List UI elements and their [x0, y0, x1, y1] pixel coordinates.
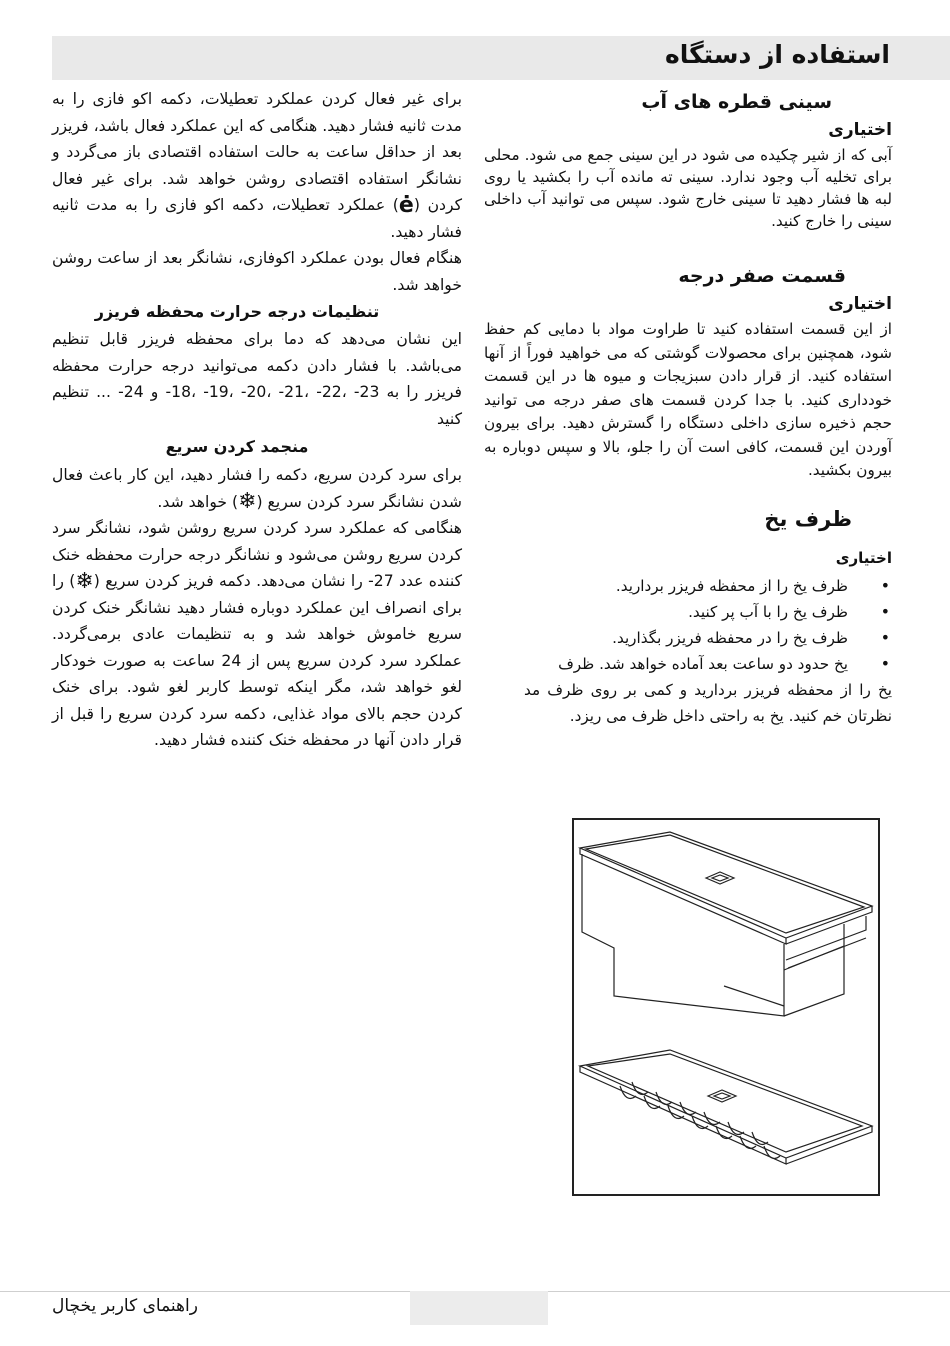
- quick-freeze-title: منجمد کردن سریع: [165, 437, 309, 456]
- list-item: • ظرف یخ را با آب پر کنید.: [484, 599, 848, 625]
- water-tray-body: آبی که از شیر چکیده می شود در این سینی جمع می شود. محلی برای تخلیه آب وجود ندارد. سینی ته مانده آب را بکشید یا روی لبه ها فشار دهید تا سینی خارج شود. سپس می توانید آب داخلی سینی را خارج کنید.: [484, 146, 892, 230]
- page-number-box: [410, 1291, 548, 1325]
- right-column: [484, 88, 892, 729]
- page-title: استفاده از دستگاه: [665, 40, 890, 69]
- list-item: • یخ حدود دو ساعت بعد آماده خواهد شد. ظرف: [484, 651, 848, 677]
- zero-zone-section: [484, 262, 892, 483]
- water-tray-title: سینی قطره های آب: [641, 91, 832, 113]
- eco-icon: ė: [398, 192, 414, 218]
- ice-tray-drawing: [574, 820, 878, 1194]
- snowflake-icon: ❄: [238, 489, 257, 514]
- footer-text: راهنمای کاربر یخچال: [52, 1296, 198, 1316]
- quick-freeze-text-a: برای سرد کردن سریع، دکمه را فشار دهید، این کار باعث فعال شدن نشانگر سرد کردن سریع (: [52, 466, 462, 511]
- vacation-text-b: ) عملکرد تعطیلات، دکمه اکو فازی را به مدت ثانیه فشار دهید.: [52, 196, 462, 241]
- vacation-text-a: برای غیر فعال کردن عملکرد تعطیلات، دکمه اکو فازی را به مدت ثانیه فشار دهید. هنگامی که این عملکرد فعال باشد، فریزر بعد از حداقل ساعت به حالت استفاده اقتصادی باز می‌گردد و نشانگر استفاده اقتصادی روشن خواهد شد. برای غیر فعال کردن (: [52, 90, 462, 214]
- zero-zone-subtitle: اختیاری: [828, 294, 892, 314]
- snowflake-icon: ❄: [75, 568, 94, 594]
- ice-tray-steps: [484, 573, 892, 677]
- ice-tray-illustration: [572, 818, 880, 1196]
- freezer-temp-body: این نشان می‌دهد که دما برای محفظه فریزر قابل تنظیم می‌باشد. با فشار دادن دکمه می‌توانید درجه حرارت محفظه فریزر را به ‎-18، ‎-19، ‎-20، ‎-21، ‎-22، ‎-23 و ‎-24 ... تنظیم کنید: [52, 330, 462, 428]
- left-column: [52, 86, 462, 754]
- quick-freeze-paragraph-1: [52, 462, 462, 515]
- ice-tray-note: یخ را از محفظه فریزر بردارید و کمی بر روی ظرف مد نظرتان خم کنید. یخ به راحتی داخل ظرف می ریزد.: [524, 680, 892, 725]
- list-item: • ظرف یخ را در محفظه فریزر بگذارید.: [484, 625, 848, 651]
- zero-zone-title: قسمت صفر درجه: [678, 265, 846, 287]
- ice-tray-section: [484, 505, 892, 729]
- ice-tray-subtitle: اختیاری: [835, 548, 892, 567]
- list-item: • ظرف یخ را از محفظه فریزر بردارید.: [484, 573, 848, 599]
- vacation-paragraph: [52, 86, 462, 245]
- quick-freeze-paragraph-2: [52, 515, 462, 754]
- quick-freeze-text-d: ) را برای انصراف این عملکرد دوباره فشار دهید نشانگر خنک کردن سریع خاموش خواهد شد و به تنظیمات عادی برمی‌گردد. عملکرد سرد کردن سریع پس از 24 ساعت به صورت خودکار لغو خواهد شد، مگر اینکه توسط کاربر لغو شود. برای خنک کردن حجم بالای مواد غذایی، دکمه سرد کردن سریع را قبل از قرار دادن آنها در محفظه خنک کننده فشار دهید.: [52, 572, 462, 749]
- zero-zone-body: از این قسمت استفاده کنید تا طراوت مواد با دمایی کم حفظ شود، همچنین برای محصولات گوشتی که می خواهید فوراً از آنها استفاده کنید. از قرار دادن سبزیجات و میوه ها در این قسمت خودداری کنید. با جدا کردن قسمت های صفر درجه می توانید حجم ذخیره سازی داخلی دستگاه را گسترش دهید. برای بیرون آوردن این قسمت، کافی است آن را جلو، بالا و سپس دوباره به بیرون بکشید.: [484, 320, 892, 479]
- water-tray-section: [484, 88, 892, 232]
- ecofuzzy-paragraph: هنگام فعال بودن عملکرد اکوفازی، نشانگر بعد از ساعت روشن خواهد شد.: [52, 249, 462, 294]
- freezer-temp-title: تنظیمات درجه حرارت محفظه فریزر: [94, 302, 380, 321]
- ice-tray-title: ظرف یخ: [764, 506, 852, 531]
- quick-freeze-text-b: ) خواهد شد.: [157, 492, 239, 511]
- quick-freeze-text-c: هنگامی که عملکرد سرد کردن سریع روشن شود، نشانگر سرد کردن سریع روشن می‌شود و نشانگر درجه حرارت محفظه خنک کننده عدد ‎-27 را نشان می‌دهد. دکمه فریز کردن سریع (: [52, 519, 462, 590]
- water-tray-subtitle: اختیاری: [828, 120, 892, 140]
